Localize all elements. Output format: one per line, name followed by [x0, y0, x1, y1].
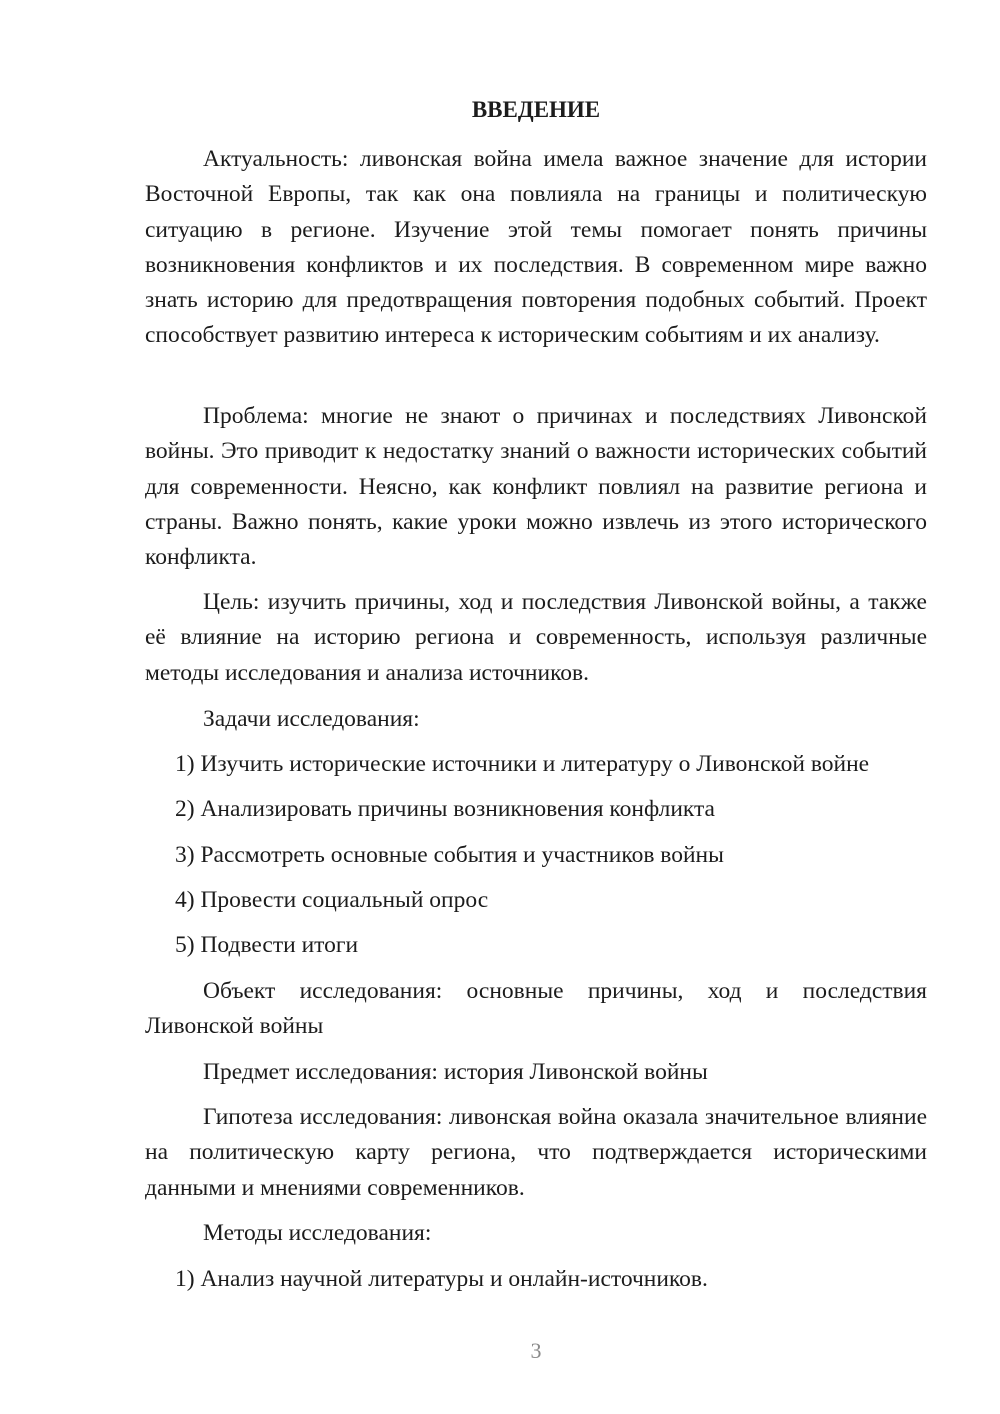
- hypothesis-paragraph: Гипотеза исследования: ливонская война оказала значительное влияние на политическую карту региона, что подтверждается историческими данными и мнениями современников.: [145, 1104, 927, 1201]
- relevance-paragraph: Актуальность: ливонская война имела важное значение для истории Восточной Европы, так как она повлияла на границы и политическую ситуацию в регионе. Изучение этой темы помогает понять причины возникновения конфликтов и их последствия. В современном мире важно знать историю для предотвращения повторения подобных событий. Проект способствует развитию интереса к историческим событиям и их анализу.: [145, 146, 927, 349]
- task-item-4: 4) Провести социальный опрос: [175, 887, 489, 913]
- object-paragraph: Объект исследования: основные причины, ход и последствия Ливонской войны: [145, 978, 927, 1040]
- method-item-1: 1) Анализ научной литературы и онлайн-источников.: [175, 1266, 708, 1292]
- goal-paragraph: Цель: изучить причины, ход и последствия Ливонской войны, а также её влияние на историю региона и современность, используя различные методы исследования и анализа источников.: [145, 589, 927, 686]
- task-item-3: 3) Рассмотреть основные события и участников войны: [175, 842, 724, 868]
- task-item-2: 2) Анализировать причины возникновения конфликта: [175, 796, 715, 822]
- subject-paragraph: Предмет исследования: история Ливонской войны: [203, 1059, 708, 1085]
- task-item-1: 1) Изучить исторические источники и литературу о Ливонской войне: [175, 751, 870, 777]
- task-item-5: 5) Подвести итоги: [175, 932, 359, 958]
- page-number: 3: [530, 1338, 542, 1363]
- page-title: ВВЕДЕНИЕ: [471, 97, 601, 122]
- methods-heading: Методы исследования:: [203, 1220, 432, 1246]
- tasks-heading: Задачи исследования:: [203, 706, 420, 732]
- problem-paragraph: Проблема: многие не знают о причинах и последствиях Ливонской войны. Это приводит к недостатку знаний о важности исторических событий для современности. Неясно, как конфликт повлиял на развитие региона и страны. Важно понять, какие уроки можно извлечь из этого исторического конфликта.: [145, 403, 927, 571]
